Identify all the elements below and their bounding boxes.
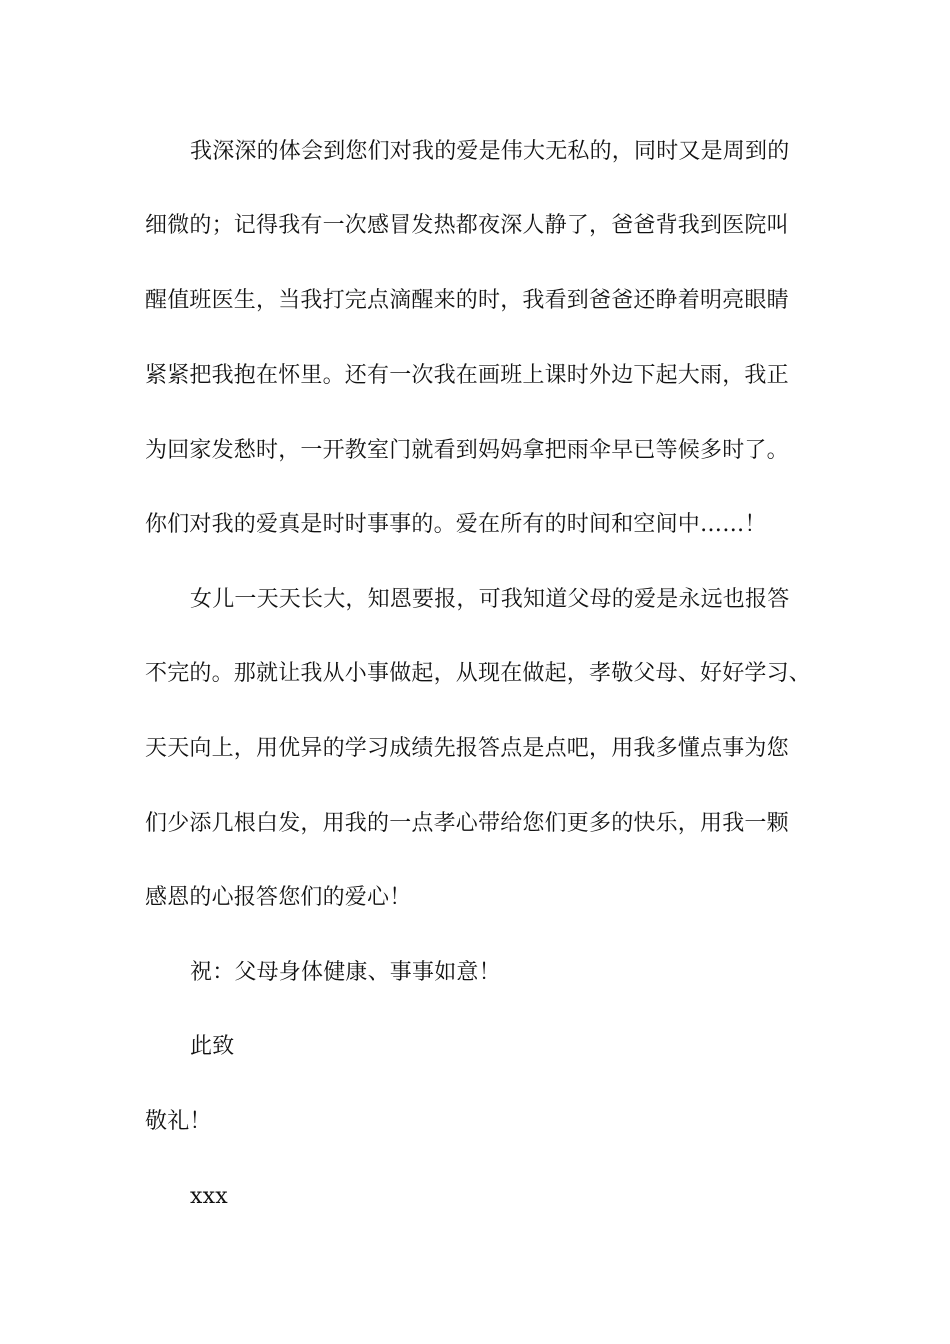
paragraph-2-line-4: 们少添几根白发，用我的一点孝心带给您们更多的快乐，用我一颗 <box>145 811 789 836</box>
paragraph-1-line-3: 醒值班医生，当我打完点滴醒来的时，我看到爸爸还睁着明亮眼睛 <box>145 288 789 313</box>
paragraph-2-line-2: 不完的。那就让我从小事做起，从现在做起，孝敬父母、好好学习、 <box>145 661 812 686</box>
blessing-line: 祝：父母身体健康、事事如意！ <box>190 960 501 985</box>
closing-jingli: 敬礼！ <box>145 1109 212 1134</box>
paragraph-1-line-1: 我深深的体会到您们对我的爱是伟大无私的，同时又是周到的 <box>190 139 790 164</box>
paragraph-1-line-5: 为回家发愁时，一开教室门就看到妈妈拿把雨伞早已等候多时了。 <box>145 438 789 463</box>
paragraph-1-line-4: 紧紧把我抱在怀里。还有一次我在画班上课时外边下起大雨，我正 <box>145 363 789 388</box>
paragraph-1-line-6: 你们对我的爱真是时时事事的。爱在所有的时间和空间中……！ <box>145 512 767 537</box>
paragraph-2-line-3: 天天向上，用优异的学习成绩先报答点是点吧，用我多懂点事为您 <box>145 736 789 761</box>
paragraph-2-line-1: 女儿一天天长大，知恩要报，可我知道父母的爱是永远也报答 <box>190 587 790 612</box>
signature: xxx <box>190 1184 228 1209</box>
paragraph-2-line-5: 感恩的心报答您们的爱心！ <box>145 885 412 910</box>
paragraph-1-line-2: 细微的；记得我有一次感冒发热都夜深人静了，爸爸背我到医院叫 <box>145 213 789 238</box>
closing-cizhi: 此致 <box>190 1034 235 1059</box>
